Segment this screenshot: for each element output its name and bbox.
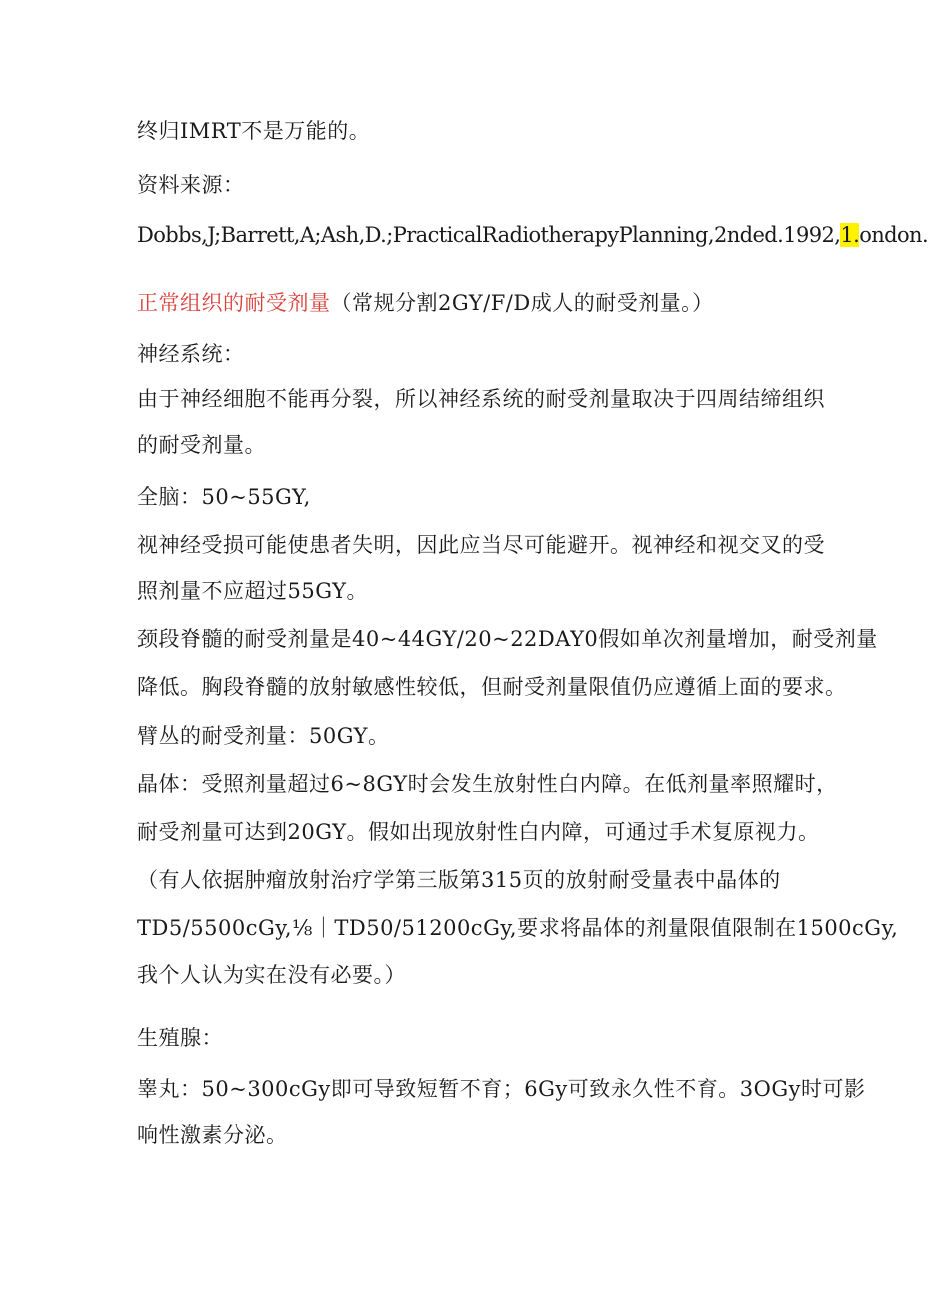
nervous-system-title: 神经系统： <box>137 342 245 366</box>
paragraph-line: 照剂量不应超过55GY。 <box>137 579 368 603</box>
intro-line: 终归IMRT不是万能的。 <box>137 119 371 143</box>
citation-tail: ondon. <box>859 223 928 247</box>
note-line: 我个人认为实在没有必要。） <box>137 963 406 987</box>
heading-title: 正常组织的耐受剂量 <box>137 291 331 315</box>
paragraph-line: 视神经受损可能使患者失明，因此应当尽可能避开。视神经和视交叉的受 <box>137 533 825 557</box>
citation-text: Dobbs,J;Barrett,A;Ash,D.;PracticalRadiotherapyPlanning,2nded.1992, <box>137 223 841 247</box>
paragraph-line: 的耐受剂量。 <box>137 433 266 457</box>
section-heading <box>137 289 714 317</box>
brachial-plexus-dose: 臂丛的耐受剂量：50GY。 <box>137 724 390 748</box>
heading-subtitle: （常规分割2GY/F/D成人的耐受剂量。） <box>330 291 714 315</box>
paragraph-line: 颈段脊髓的耐受剂量是40~44GY/20~22DAY0假如单次剂量增加，耐受剂量 <box>137 627 878 651</box>
whole-brain-dose: 全脑：50~55GY, <box>137 485 311 509</box>
paragraph-line: 响性激素分泌。 <box>137 1123 288 1147</box>
paragraph-line: 耐受剂量可达到20GY。假如出现放射性白内障，可通过手术复原视力。 <box>137 820 820 844</box>
paragraph-line: 睾丸：50~300cGy即可导致短暂不育；6Gy可致永久性不育。3OGy时可影 <box>137 1077 866 1101</box>
note-line: TD5/5500cGy,⅛｜TD50/51200cGy,要求将晶体的剂量限值限制在1500cGy, <box>137 916 899 940</box>
citation-highlight: 1. <box>840 223 860 247</box>
citation <box>137 221 928 249</box>
gonads-title: 生殖腺： <box>137 1026 223 1050</box>
note-line: （有人依据肿瘤放射治疗学第三版第315页的放射耐受量表中晶体的 <box>137 868 781 892</box>
source-label: 资料来源： <box>137 173 245 197</box>
paragraph-line: 由于神经细胞不能再分裂，所以神经系统的耐受剂量取决于四周结缔组织 <box>137 387 825 411</box>
paragraph-line: 晶体：受照剂量超过6~8GY时会发生放射性白内障。在低剂量率照耀时， <box>137 772 838 796</box>
paragraph-line: 降低。胸段脊髓的放射敏感性较低，但耐受剂量限值仍应遵循上面的要求。 <box>137 675 847 699</box>
